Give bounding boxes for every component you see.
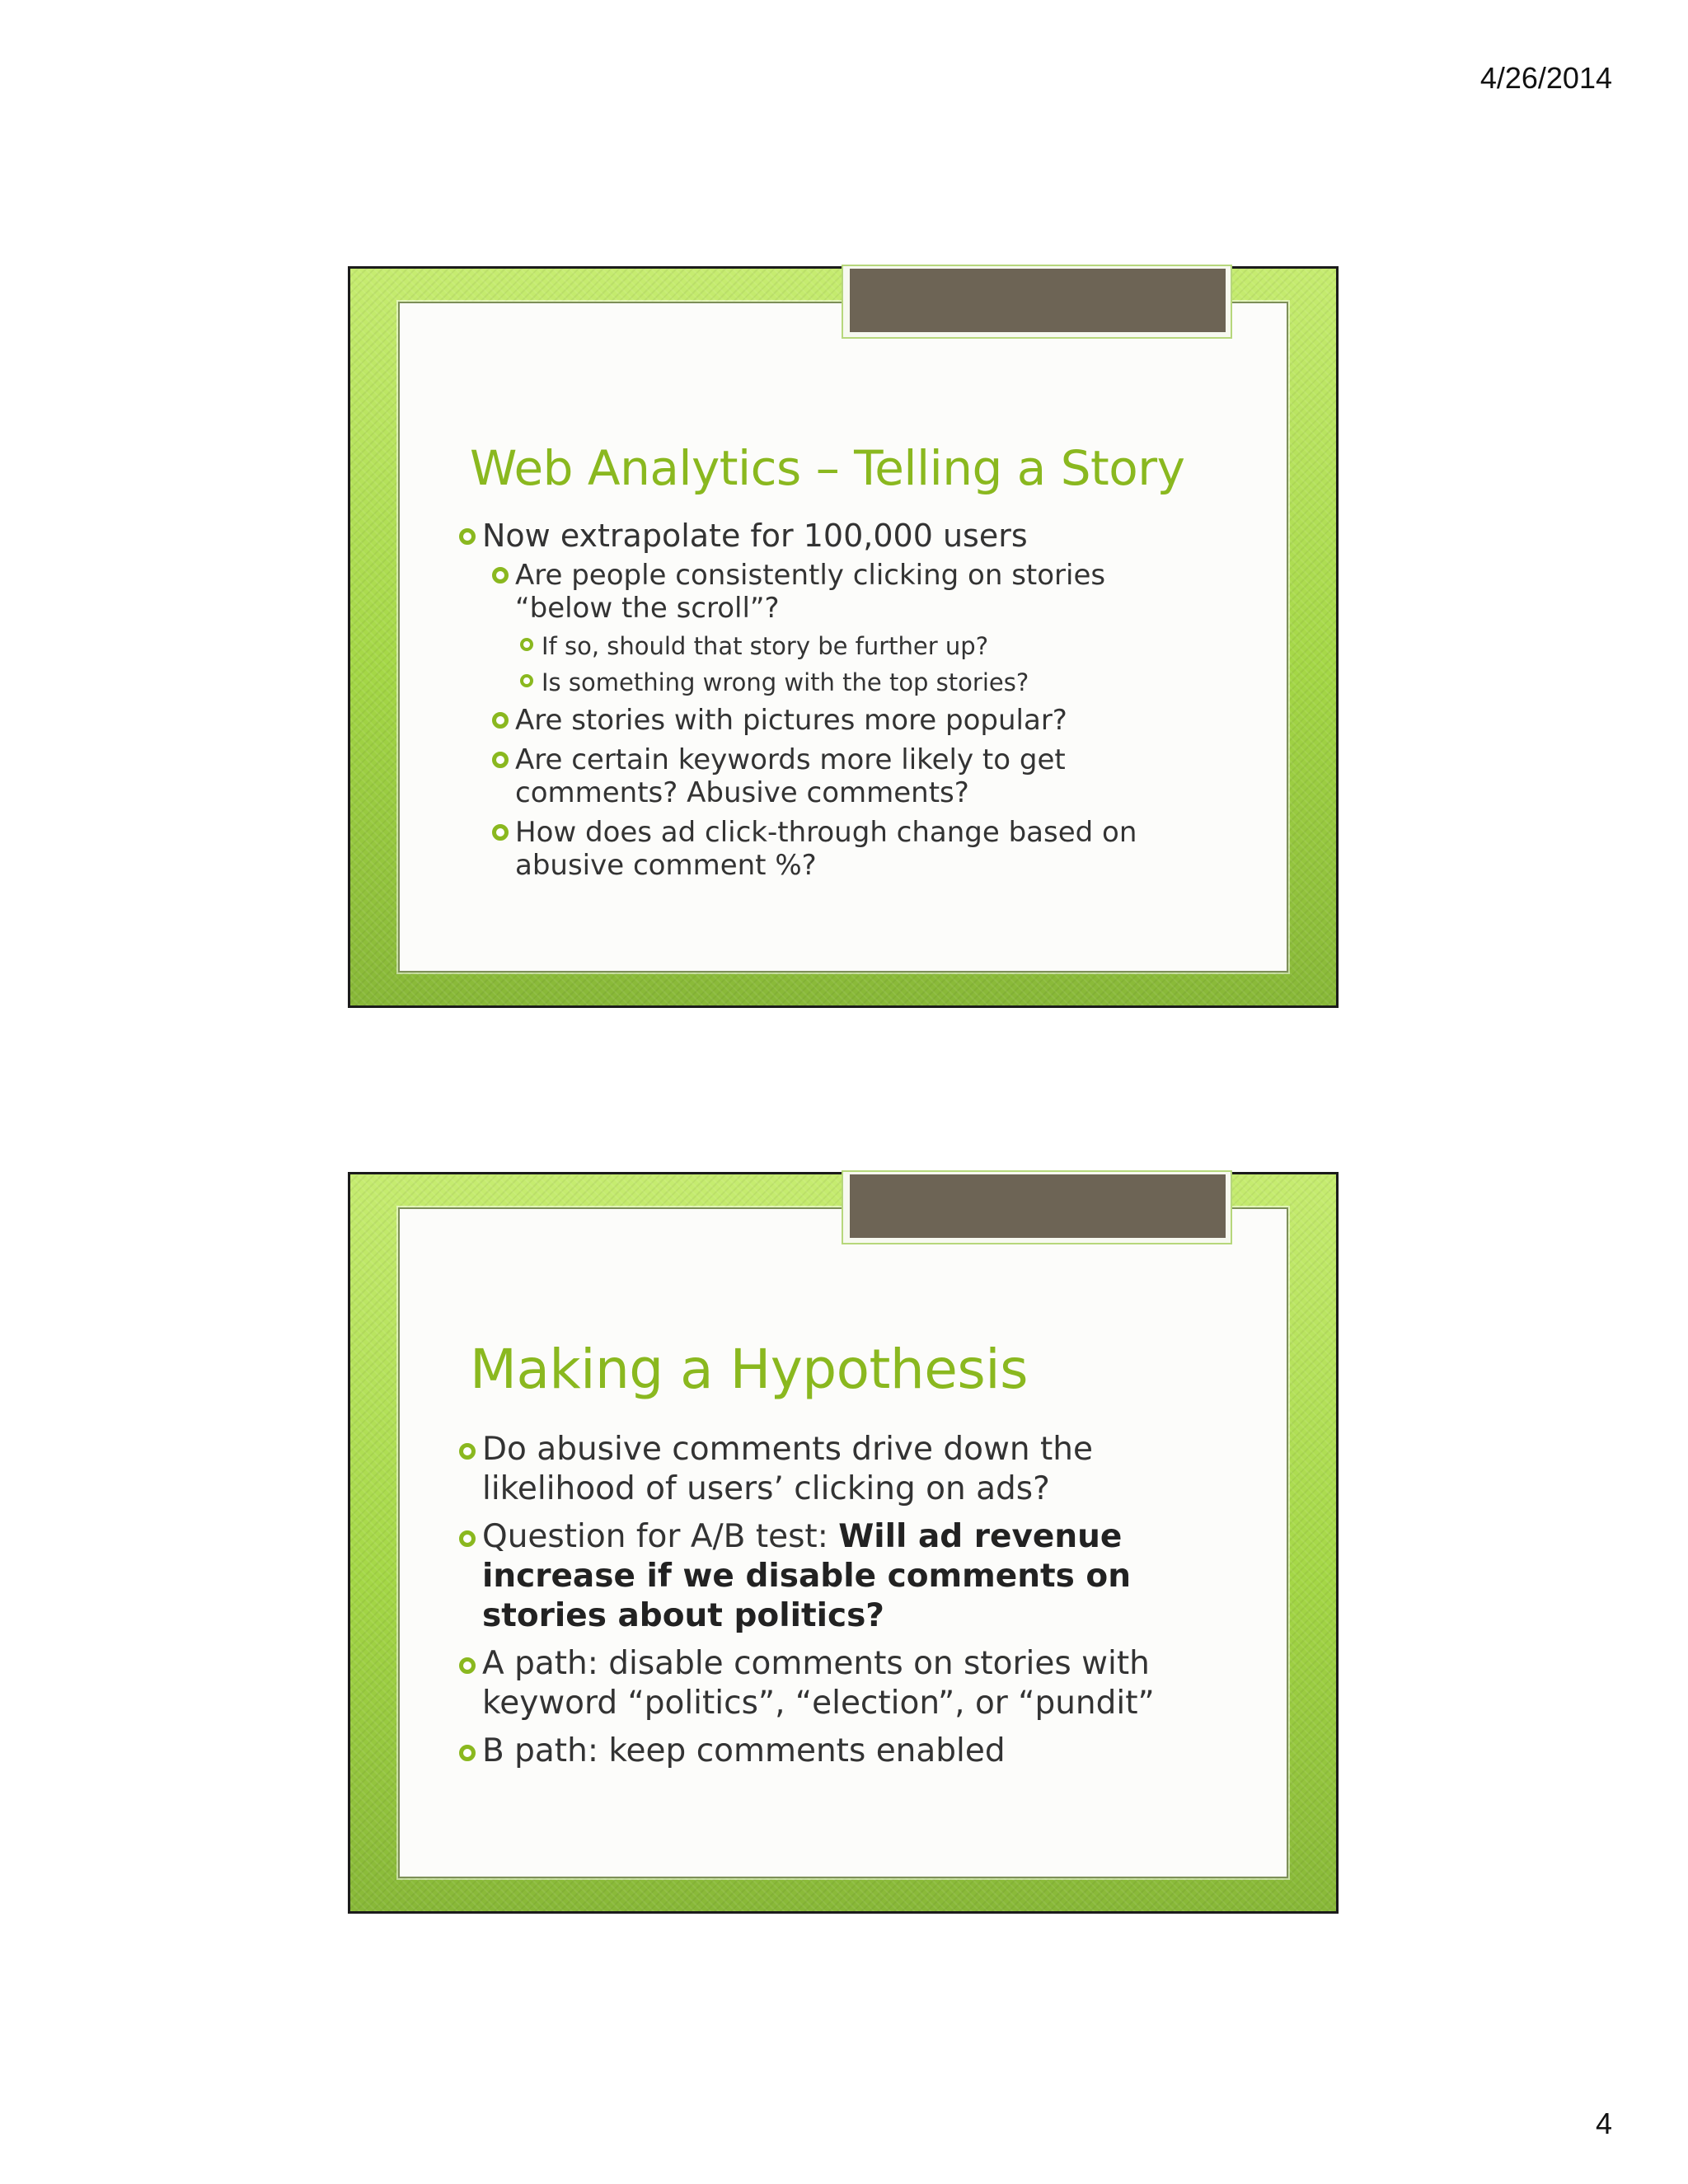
bullet-item (515, 704, 1191, 737)
slide-title: Web Analytics – Telling a Story (470, 440, 1185, 496)
bullet-icon (520, 674, 533, 687)
bullet-icon (459, 1657, 476, 1674)
bullet-item (482, 518, 1191, 554)
bullet-icon (459, 1745, 476, 1761)
bullet-icon (520, 638, 533, 651)
bullet-icon (459, 528, 476, 545)
slide-making-hypothesis (348, 1172, 1339, 1914)
slide-tab (850, 269, 1226, 332)
bullet-text: Do abusive comments drive down the likelihood of users’ clicking on ads? (482, 1431, 1094, 1507)
bullet-item (482, 1644, 1191, 1723)
bullet-text: If so, should that story be further up? (542, 632, 989, 660)
bullet-bold-text: Will ad revenue increase if we disable comments on stories about politics? (482, 1518, 1131, 1634)
page-number: 4 (1595, 2107, 1612, 2140)
bullet-list (482, 518, 1191, 888)
bullet-text: How does ad click-through change based on abusive comment %? (515, 816, 1137, 882)
bullet-item (515, 559, 1191, 625)
slide-tab (850, 1174, 1226, 1238)
bullet-text: Is something wrong with the top stories? (542, 668, 1029, 696)
bullet-text: Are stories with pictures more popular? (515, 704, 1067, 737)
bullet-icon (492, 567, 509, 583)
bullet-item (542, 631, 1191, 661)
bullet-icon (459, 1530, 476, 1547)
bullet-text: B path: keep comments enabled (482, 1732, 1006, 1769)
bullet-icon (459, 1443, 476, 1460)
bullet-text: Are certain keywords more likely to get comments? Abusive comments? (515, 743, 1066, 809)
bullet-item (515, 816, 1191, 882)
bullet-icon (492, 824, 509, 841)
page-date: 4/26/2014 (1479, 61, 1612, 95)
bullet-text: Now extrapolate for 100,000 users (482, 518, 1028, 554)
bullet-icon (492, 752, 509, 768)
bullet-item (515, 743, 1191, 809)
bullet-item (482, 1517, 1191, 1636)
bullet-text: Question for A/B test: (482, 1518, 839, 1555)
slide-title: Making a Hypothesis (470, 1338, 1028, 1401)
bullet-list (482, 1430, 1191, 1779)
bullet-item (482, 1732, 1191, 1771)
bullet-text: A path: disable comments on stories with keyword “politics”, “election”, or “pundit” (482, 1645, 1155, 1722)
bullet-item (542, 668, 1191, 697)
bullet-icon (492, 712, 509, 729)
slide-web-analytics (348, 266, 1339, 1008)
bullet-item (482, 1430, 1191, 1509)
bullet-text: Are people consistently clicking on stories “below the scroll”? (515, 559, 1106, 625)
